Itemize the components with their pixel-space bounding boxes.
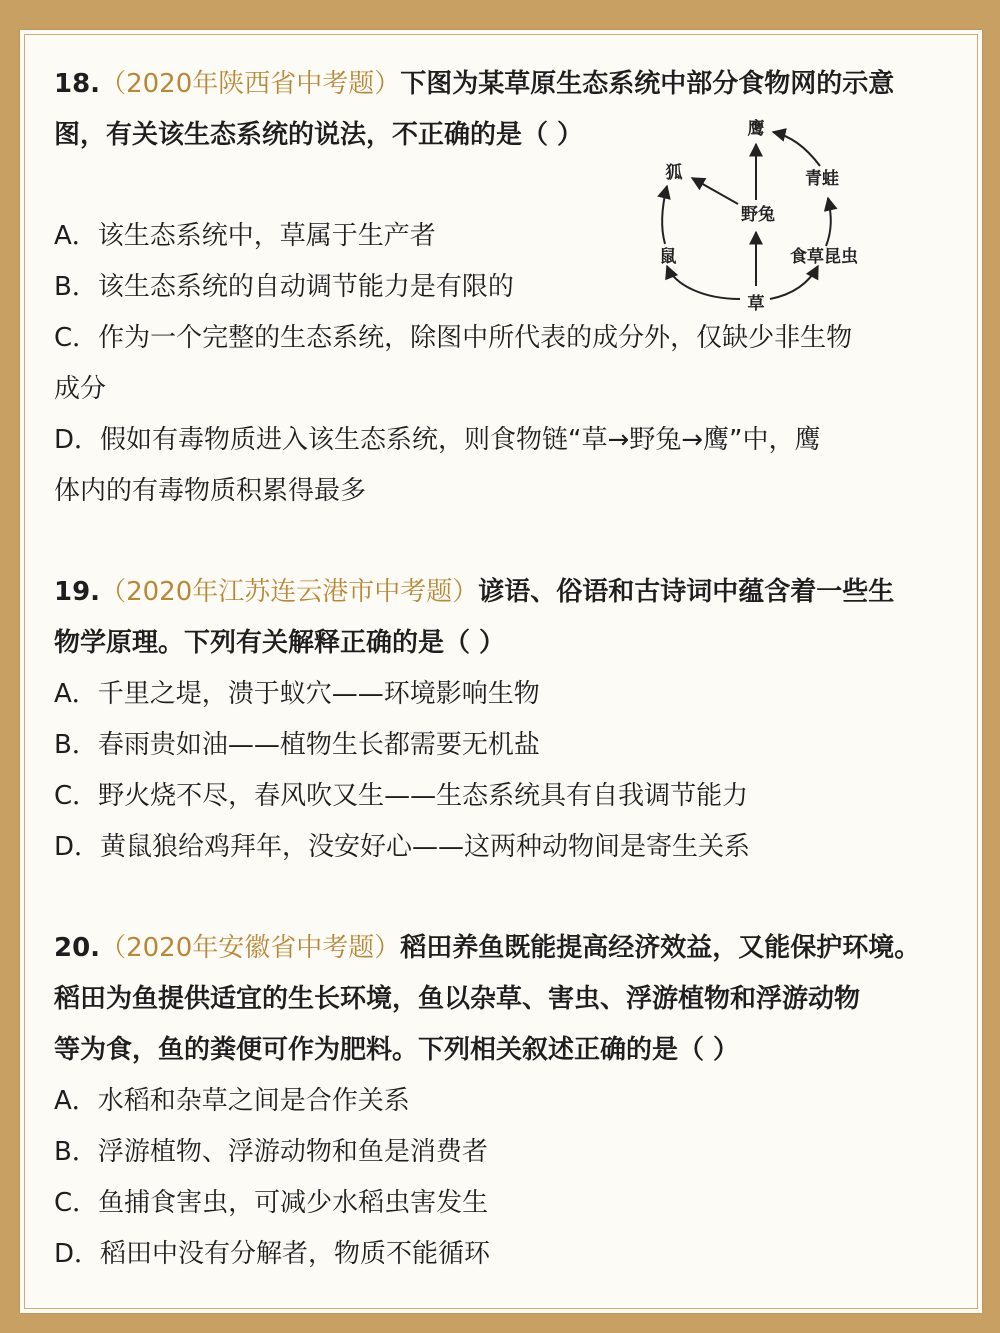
arrow-grass-mouse <box>667 266 740 299</box>
arrow-frog-hawk <box>773 132 820 166</box>
q20-source: （2020年安徽省中考题） <box>100 933 401 963</box>
q18-option-c: C．作为一个完整的生态系统，除图中所代表的成分外，仅缺少非生物 <box>54 323 853 353</box>
arrow-mouse-fox <box>662 186 667 244</box>
node-frog: 青蛙 <box>805 169 839 189</box>
node-insect: 食草昆虫 <box>790 247 858 267</box>
q19-stem-1: 谚语、俗语和古诗词中蕴含着一些生 <box>478 577 895 607</box>
q19-number: 19. <box>54 577 101 607</box>
q18-option-a: A．该生态系统中，草属于生产者 <box>54 221 436 251</box>
q19-stem-2: 物学原理。下列有关解释正确的是（ ） <box>54 628 506 658</box>
arrow-insect-frog <box>826 198 831 246</box>
q20-option-d: D．稻田中没有分解者，物质不能循环 <box>54 1239 491 1269</box>
q19-source: （2020年江苏连云港市中考题） <box>100 577 479 607</box>
q18-stem-1: 下图为某草原生态系统中部分食物网的示意 <box>400 69 895 99</box>
q19-option-d: D．黄鼠狼给鸡拜年，没安好心——这两种动物间是寄生关系 <box>54 832 751 862</box>
node-rabbit: 野兔 <box>741 205 775 225</box>
q18-option-d-cont: 体内的有毒物质积累得最多 <box>54 476 367 506</box>
q18-stem-2: 图，有关该生态系统的说法，不正确的是（ ） <box>54 120 584 150</box>
node-mouse: 鼠 <box>659 247 677 267</box>
arrow-rabbit-fox <box>692 178 738 204</box>
question-sheet <box>20 30 982 1313</box>
q20-stem-1: 稻田养鱼既能提高经济效益，又能保护环境。 <box>400 933 921 963</box>
q20-stem-3: 等为食，鱼的粪便可作为肥料。下列相关叙述正确的是（ ） <box>54 1035 740 1065</box>
q18-option-c-cont: 成分 <box>54 374 107 404</box>
arrow-grass-insect <box>770 266 818 299</box>
node-fox: 狐 <box>665 163 683 183</box>
q20-option-c: C．鱼捕食害虫，可减少水稻虫害发生 <box>54 1188 489 1218</box>
q20-stem-2: 稻田为鱼提供适宜的生长环境，鱼以杂草、害虫、浮游植物和浮游动物 <box>54 984 861 1014</box>
q20-number: 20. <box>54 933 101 963</box>
food-web-diagram <box>640 116 872 314</box>
node-grass: 草 <box>747 294 765 314</box>
q18-line-1 <box>54 68 894 100</box>
q19-line-1 <box>54 576 894 608</box>
q20-option-a: A．水稻和杂草之间是合作关系 <box>54 1086 410 1116</box>
q19-option-a: A．千里之堤，溃于蚁穴——环境影响生物 <box>54 679 540 709</box>
q19-option-c: C．野火烧不尽，春风吹又生——生态系统具有自我调节能力 <box>54 781 749 811</box>
q20-line-1 <box>54 932 920 964</box>
q19-option-b: B．春雨贵如油——植物生长都需要无机盐 <box>54 730 540 760</box>
q18-source: （2020年陕西省中考题） <box>100 69 401 99</box>
q18-option-b: B．该生态系统的自动调节能力是有限的 <box>54 272 514 302</box>
q18-option-d: D．假如有毒物质进入该生态系统，则食物链“草→野兔→鹰”中，鹰 <box>54 425 821 455</box>
q20-option-b: B．浮游植物、浮游动物和鱼是消费者 <box>54 1137 488 1167</box>
node-hawk: 鹰 <box>747 119 765 139</box>
q18-number: 18. <box>54 69 101 99</box>
